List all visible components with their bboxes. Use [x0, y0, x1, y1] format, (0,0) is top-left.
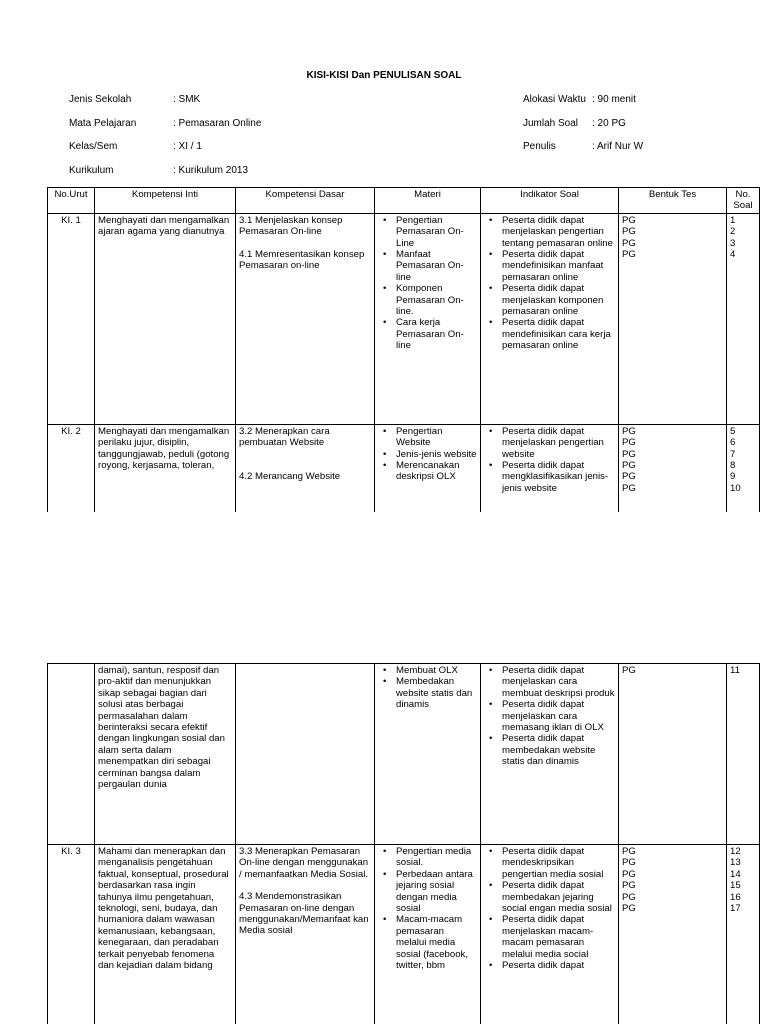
- bentuk-value: PG: [622, 448, 636, 460]
- label-kurikulum: Kurikulum: [69, 165, 114, 176]
- table-header-row: [48, 188, 760, 214]
- no-soal-value: 12: [730, 846, 741, 857]
- no-soal-value: 3: [730, 237, 736, 249]
- no-soal-cell: [727, 213, 760, 424]
- kd-item: 4.2 Merancang Website: [239, 470, 341, 482]
- bentuk-value: PG: [622, 665, 636, 676]
- value-mata-pelajaran: : Pemasaran Online: [173, 118, 262, 129]
- kompetensi-inti-text: Menghayati dan mengamalkan perilaku jujur, disiplin, tanggungjawab, peduli (gotong royong, kerjasama, toleran,: [98, 425, 230, 472]
- list-item: • Komponen Pemasaran On-line.: [396, 283, 477, 317]
- list-item: • Peserta didik dapat mendeskripsikan pengertian media sosial: [502, 846, 615, 880]
- no-soal-cell: [727, 664, 760, 845]
- kisi-table-page-2: [47, 663, 760, 1024]
- no-soal-value: 8: [730, 460, 736, 472]
- no-soal-value: 6: [730, 437, 736, 449]
- list-item: • Membedakan website statis dan dinamis: [396, 676, 477, 710]
- list-item: • Jenis-jenis website: [396, 449, 477, 460]
- indikator-cell: [481, 845, 619, 1024]
- bentuk-value: PG: [622, 880, 636, 892]
- list-item: • Merencanakan deskripsi OLX: [396, 460, 477, 483]
- no-soal-value: 4: [730, 249, 736, 261]
- no-urut-cell: KI. 3: [48, 845, 95, 1024]
- materi-cell: [375, 845, 481, 1024]
- no-soal-value: 13: [730, 857, 741, 869]
- value-jumlah-soal: : 20 PG: [592, 118, 626, 129]
- col-header-materi: Materi: [375, 188, 481, 214]
- table-row: [48, 424, 760, 512]
- bentuk-value: PG: [622, 214, 636, 226]
- list-item: • Membuat OLX: [396, 665, 477, 676]
- no-soal-value: 17: [730, 903, 741, 915]
- list-item: • Peserta didik dapat menjelaskan cara membuat deskripsi produk: [502, 665, 615, 699]
- no-soal-value: 2: [730, 226, 736, 238]
- kompetensi-inti-cell: [95, 664, 236, 845]
- bentuk-tes-cell: [619, 664, 727, 845]
- kd-item: 4.3 Mendemonstrasikan Pemasaran on-line dengan menggunakan/Memanfaat kan Media sosial: [239, 891, 369, 937]
- kd-item: 3.3 Menerapkan Pemasaran On-line dengan menggunakan / memanfaatkan Media Sosial.: [239, 846, 369, 880]
- value-jenis-sekolah: : SMK: [173, 94, 201, 105]
- kompetensi-inti-text: damai), santun, resposif dan pro-aktif dan menunjukkan sikap sebagai bagian dari solusi atas berbagai permasalahan dalam berinteraksi secara efektif dengan lingkungan sosial dan alam serta dalam menempatkan diri sebagai cerminan bangsa dalam pergaulan dunia: [98, 665, 225, 791]
- kompetensi-inti-cell: [95, 845, 236, 1024]
- label-jenis-sekolah: Jenis Sekolah: [69, 94, 132, 105]
- list-item: • Peserta didik dapat menjelaskan komponen pemasaran online: [502, 283, 615, 317]
- list-item: • Perbedaan antara jejaring sosial dengan media sosial: [396, 869, 477, 915]
- label-penulis: Penulis: [523, 141, 556, 152]
- indikator-cell: [481, 424, 619, 512]
- no-soal-value: 10: [730, 482, 741, 494]
- kompetensi-dasar-cell: [236, 664, 375, 845]
- kompetensi-dasar-cell: [236, 213, 375, 424]
- label-alokasi-waktu: Alokasi Waktu: [523, 94, 586, 105]
- list-item: • Peserta didik dapat mendefinisikan cara kerja pemasaran online: [502, 317, 615, 351]
- value-kurikulum: : Kurikulum 2013: [173, 165, 249, 176]
- kd-item: 4.1 Memresentasikan konsep Pemasaran on-line: [239, 248, 365, 272]
- kompetensi-inti-text: Mahami dan menerapkan dan menganalisis pengetahuan faktual, konseptual, prosedural berdasarkan rasa ingin tahunya ilmu pengetahuan, teknologi, seni, budaya, dan humaniora dalam wawasan kemanusiaan, kebangsaan, kenegaraan, dan peradaban terkait penyebab fenomena dan kejadian dalam bidang: [98, 846, 229, 972]
- page-2: [0, 512, 768, 1024]
- materi-cell: [375, 664, 481, 845]
- no-soal-value: 11: [730, 665, 740, 676]
- indikator-cell: [481, 664, 619, 845]
- no-urut-cell: [48, 664, 95, 845]
- col-header-bentuk-tes: Bentuk Tes: [619, 188, 727, 214]
- bentuk-value: PG: [622, 226, 636, 238]
- bentuk-tes-cell: [619, 213, 727, 424]
- list-item: • Peserta didik dapat mengklasifikasikan jenis-jenis website: [502, 460, 615, 494]
- list-item: • Manfaat Pemasaran On-line: [396, 249, 477, 283]
- label-kelas-sem: Kelas/Sem: [69, 141, 118, 152]
- bentuk-value: PG: [622, 437, 636, 449]
- list-item: • Peserta didik dapat membedakan website statis dan dinamis: [502, 733, 615, 767]
- list-item: • Pengertian Pemasaran On-Line: [396, 215, 477, 249]
- bentuk-value: PG: [622, 482, 636, 494]
- col-header-kompetensi-dasar: Kompetensi Dasar: [236, 188, 375, 214]
- document-title: KISI-KISI Dan PENULISAN SOAL: [306, 70, 462, 81]
- list-item: • Peserta didik dapat: [502, 960, 615, 971]
- list-item: • Peserta didik dapat menjelaskan pengertian tentang pemasaran online: [502, 215, 615, 249]
- indikator-cell: [481, 213, 619, 424]
- no-soal-value: 16: [730, 891, 741, 903]
- list-item: • Macam-macam pemasaran melalui media sosial (facebook, twitter, bbm: [396, 914, 477, 971]
- list-item: • Pengertian Website: [396, 426, 477, 449]
- list-item: • Cara kerja Pemasaran On-line: [396, 317, 477, 351]
- bentuk-tes-cell: [619, 424, 727, 512]
- materi-cell: [375, 424, 481, 512]
- label-jumlah-soal: Jumlah Soal: [523, 118, 579, 129]
- value-penulis: : Arif Nur W: [592, 141, 644, 152]
- bentuk-value: PG: [622, 868, 636, 880]
- bentuk-value: PG: [622, 249, 636, 261]
- bentuk-value: PG: [622, 891, 636, 903]
- list-item: • Peserta didik dapat menjelaskan macam-macam pemasaran melalui media social: [502, 914, 615, 960]
- kompetensi-inti-cell: [95, 424, 236, 512]
- no-soal-cell: [727, 424, 760, 512]
- list-item: • Peserta didik dapat menjelaskan pengertian website: [502, 426, 615, 460]
- no-soal-value: 1: [730, 214, 736, 226]
- value-kelas-sem: : XI / 1: [173, 141, 202, 152]
- kompetensi-dasar-cell: [236, 845, 375, 1024]
- col-header-indikator-soal: Indikator Soal: [481, 188, 619, 214]
- kd-item: 3.1 Menjelaskan konsep Pemasaran On-line: [239, 214, 343, 238]
- kd-item: 3.2 Menerapkan cara pembuatan Website: [239, 425, 330, 449]
- kompetensi-inti-text: Menghayati dan mengamalkan ajaran agama yang dianutnya: [98, 214, 230, 238]
- bentuk-value: PG: [622, 237, 636, 249]
- bentuk-value: PG: [622, 460, 636, 472]
- list-item: • Peserta didik dapat menjelaskan cara memasang iklan di OLX: [502, 699, 615, 733]
- bentuk-value: PG: [622, 857, 636, 869]
- bentuk-value: PG: [622, 903, 636, 915]
- col-header-no-soal: No. Soal: [727, 188, 760, 214]
- table-row: [48, 664, 760, 845]
- bentuk-value: PG: [622, 471, 636, 483]
- list-item: • Peserta didik dapat mendefinisikan manfaat pemasaran online: [502, 249, 615, 283]
- bentuk-value: PG: [622, 425, 636, 437]
- col-header-no-urut: No.Urut: [48, 188, 95, 214]
- kompetensi-dasar-cell: [236, 424, 375, 512]
- kisi-table-page-1: [47, 187, 760, 512]
- bentuk-tes-cell: [619, 845, 727, 1024]
- no-soal-value: 15: [730, 880, 741, 892]
- no-soal-value: 14: [730, 868, 741, 880]
- no-urut-cell: KI. 2: [48, 424, 95, 512]
- label-mata-pelajaran: Mata Pelajaran: [69, 118, 137, 129]
- materi-cell: [375, 213, 481, 424]
- table-row: [48, 213, 760, 424]
- bentuk-value: PG: [622, 846, 636, 857]
- table-row: [48, 845, 760, 1024]
- no-urut-cell: KI. 1: [48, 213, 95, 424]
- no-soal-cell: [727, 845, 760, 1024]
- list-item: • Pengertian media sosial.: [396, 846, 477, 869]
- no-soal-value: 7: [730, 448, 736, 460]
- list-item: • Peserta didik dapat membedakan jejaring social engan media sosial: [502, 880, 615, 914]
- kompetensi-inti-cell: [95, 213, 236, 424]
- no-soal-value: 9: [730, 471, 736, 483]
- no-soal-value: 5: [730, 425, 736, 437]
- col-header-kompetensi-inti: Kompetensi Inti: [95, 188, 236, 214]
- value-alokasi-waktu: : 90 menit: [592, 94, 636, 105]
